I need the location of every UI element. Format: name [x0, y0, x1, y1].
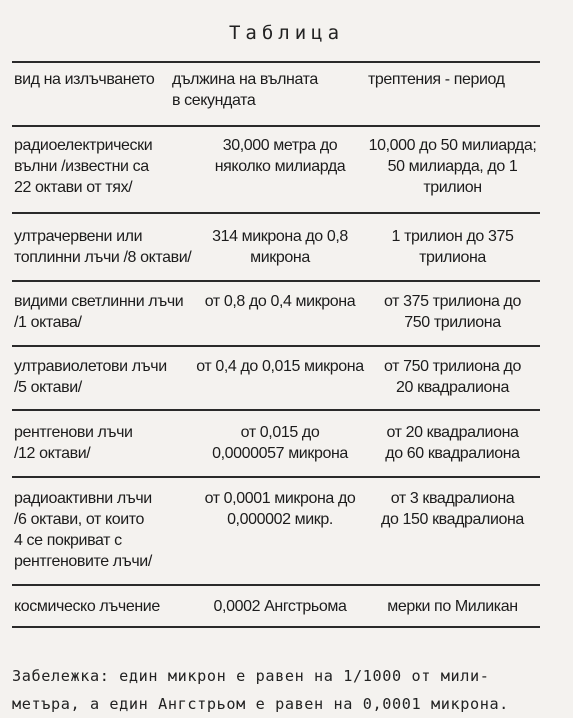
- row-oscillations-cell: мерки по Миликан: [387, 598, 518, 615]
- row-type-cell: радиоелектрически вълни /известни са 22 октави от тях/: [14, 137, 153, 196]
- table-title: Таблица: [228, 22, 345, 44]
- row-divider: [12, 212, 540, 214]
- row-divider: [12, 584, 540, 586]
- row-oscillations-cell: 1 трилион до 375 трилиона: [391, 228, 514, 266]
- table-top-rule: [12, 61, 540, 63]
- column-header-oscillations: трептения - период: [368, 71, 505, 88]
- row-oscillations-cell: от 20 квадралиона до 60 квадралиона: [385, 424, 520, 462]
- row-wavelength-cell: от 0,015 до 0,0000057 микрона: [212, 424, 348, 462]
- row-type-cell: ултрачервени или топлинни лъчи /8 октави/: [14, 228, 192, 266]
- row-type-cell: радиоактивни лъчи /6 октави, от които 4 се покриват с рентгеновите лъчи/: [14, 490, 152, 570]
- row-divider: [12, 476, 540, 478]
- row-oscillations-cell: 10,000 до 50 милиарда; 50 милиарда, до 1 трилион: [368, 137, 537, 196]
- row-wavelength-cell: от 0,4 до 0,015 микрона: [196, 358, 364, 375]
- row-wavelength-cell: 30,000 метра до няколко милиарда: [214, 137, 346, 175]
- footnote: Забележка: един микрон е равен на 1/1000 от мили- метъра, а един Ангстрьом е равен на 0,0001 микрона.: [12, 667, 509, 713]
- row-type-cell: ултравиолетови лъчи /5 октави/: [14, 358, 167, 396]
- row-wavelength-cell: 0,0002 Ангстрьома: [213, 598, 347, 615]
- row-type-cell: космическо лъчение: [14, 598, 160, 615]
- row-wavelength-cell: 314 микрона до 0,8 микрона: [212, 228, 348, 266]
- row-oscillations-cell: от 3 квадралиона до 150 квадралиона: [381, 490, 524, 528]
- row-wavelength-cell: от 0,8 до 0,4 микрона: [204, 293, 356, 310]
- row-oscillations-cell: от 375 трилиона до 750 трилиона: [383, 293, 521, 331]
- row-divider: [12, 409, 540, 411]
- column-header-wavelength: дължина на вълната в секундата: [172, 71, 318, 109]
- column-header-type: вид на излъчването: [14, 71, 155, 88]
- header-rule: [12, 125, 540, 127]
- row-type-cell: рентгенови лъчи /12 октави/: [14, 424, 133, 462]
- row-wavelength-cell: от 0,0001 микрона до 0,000002 микр.: [204, 490, 356, 528]
- table-bottom-rule: [12, 626, 540, 628]
- row-oscillations-cell: от 750 трилиона до 20 квадралиона: [383, 358, 521, 396]
- row-type-cell: видими светлинни лъчи /1 октава/: [14, 293, 184, 331]
- row-divider: [12, 280, 540, 282]
- row-divider: [12, 345, 540, 347]
